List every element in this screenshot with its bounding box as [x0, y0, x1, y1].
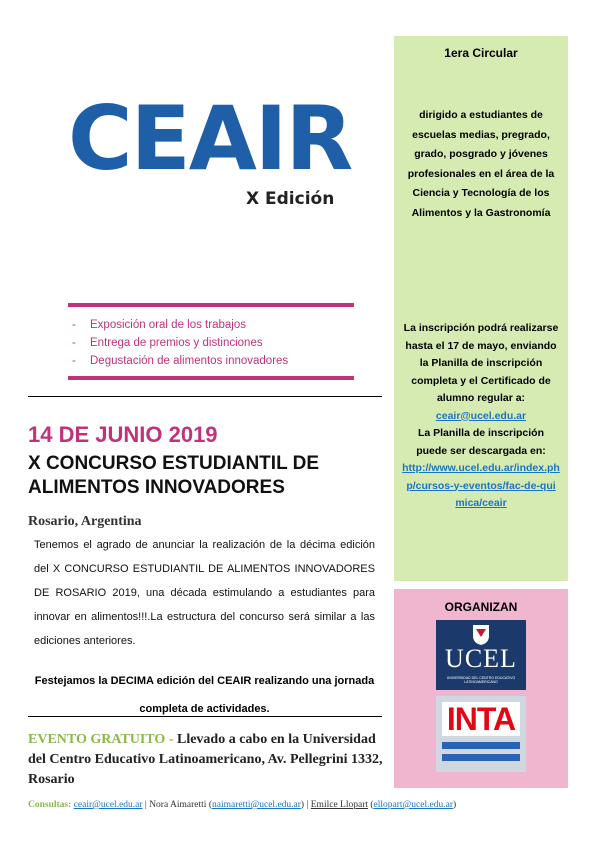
intro-paragraph: Tenemos el agrado de anunciar la realización de la décima edición del X CONCURSO ESTUDIANTIL DE ALIMENTOS INNOVADORES DE ROSARIO 2019, una década estimulando a estudiantes para innovar en alimentos!!!.La estructura del concurso será similar a las ediciones anteriores.	[34, 539, 375, 647]
list-item: - Entrega de premios y distinciones	[68, 334, 354, 352]
ucel-logo	[436, 620, 526, 690]
crest-icon	[472, 624, 490, 646]
footer-text: (	[368, 800, 374, 810]
event-location: Rosario, Argentina	[28, 514, 142, 529]
download-link[interactable]: http://www.ucel.edu.ar/index.php/cursos-y-eventos/fac-de-quimica/ceair	[402, 462, 560, 509]
footer-text: | Nora Aimaretti (	[142, 800, 212, 810]
registration-text: La inscripción podrá realizarse hasta el 17 de mayo, enviando la Planilla de inscripción completa y el Certificado de alumno regular a:	[403, 322, 559, 404]
organizers-panel	[394, 589, 568, 788]
activities-list	[68, 316, 354, 370]
email-link[interactable]: ceair@ucel.edu.ar	[435, 409, 527, 422]
circular-heading: 1era Circular	[444, 46, 518, 60]
event-title: X CONCURSO ESTUDIANTIL DE ALIMENTOS INNOVADORES	[28, 453, 320, 498]
edition-label: X Edición	[246, 189, 335, 209]
organizers-heading: ORGANIZAN	[444, 600, 518, 614]
event-date: 14 DE JUNIO 2019	[28, 422, 218, 447]
ceair-logo	[68, 87, 352, 220]
celebration-text: Festejamos la DECIMA edición del CEAIR realizando una jornada completa de actividades.	[34, 675, 375, 715]
logo-bar	[442, 742, 520, 749]
logo-text: CEAIR	[68, 87, 352, 190]
contact-footer	[28, 800, 568, 810]
inta-name: INTA	[442, 702, 520, 736]
ucel-subtitle: UNIVERSIDAD DEL CENTRO EDUCATIVO LATINOAMERICANO	[446, 676, 516, 684]
download-text: La Planilla de inscripción puede ser descargada en:	[416, 427, 546, 457]
divider	[28, 396, 382, 397]
registration-info	[402, 320, 560, 513]
free-event-label: EVENTO GRATUITO -	[28, 732, 174, 747]
ucel-name: UCEL	[445, 644, 517, 673]
email-link[interactable]: naimaretti@ucel.edu.ar	[211, 800, 301, 810]
divider	[28, 716, 382, 717]
list-item: - Degustación de alimentos innovadores	[68, 352, 354, 370]
footer-label: Consultas:	[28, 800, 72, 810]
pink-divider-bottom	[68, 376, 354, 380]
email-link[interactable]: ellopart@ucel.edu.ar	[373, 800, 453, 810]
list-item: - Exposición oral de los trabajos	[68, 316, 354, 334]
footer-text: )	[452, 800, 457, 810]
contact-name: Emilce Llopart	[310, 800, 368, 810]
email-link[interactable]: ceair@ucel.edu.ar	[73, 800, 143, 810]
venue-text: Llevado a cabo en la Universidad del Centro Educativo Latinoamericano, Av. Pellegrini 1332, Rosario	[28, 732, 383, 787]
audience-text: dirigido a estudiantes de escuelas medias, pregrado, grado, posgrado y jóvenes profesionales en el área de la Ciencia y Tecnología de los Alimentos y la Gastronomía	[407, 109, 555, 219]
pink-divider-top	[68, 303, 354, 307]
inta-logo	[436, 696, 526, 772]
footer-text: ) |	[300, 800, 311, 810]
event-venue	[28, 730, 388, 790]
logo-bar	[442, 754, 520, 761]
circular-panel	[394, 36, 568, 581]
